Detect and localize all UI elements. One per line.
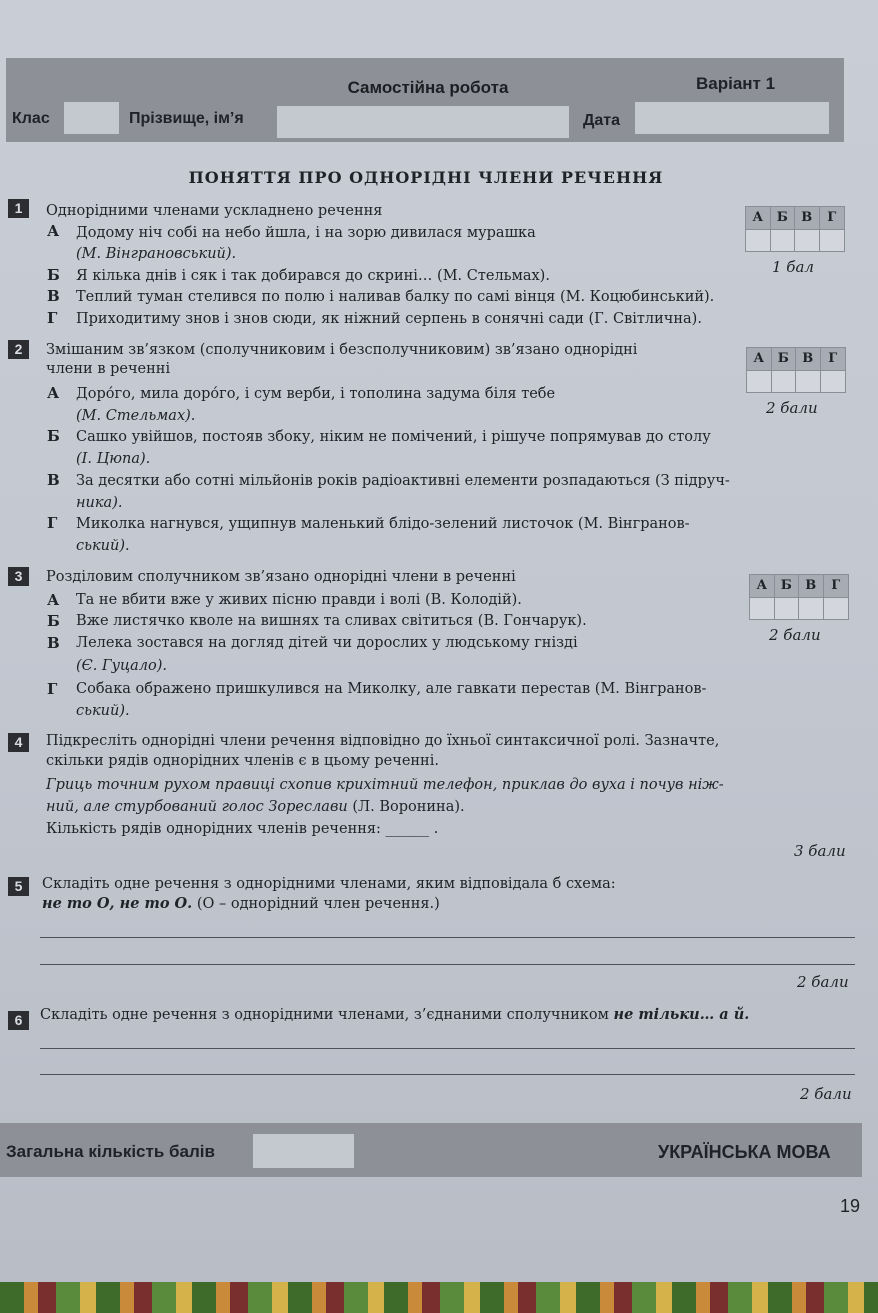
conjunction: не тільки… а й. [613,1006,750,1023]
question-text-part: Складіть одне речення з однорідними членами, з’єднаними сполучником [40,1007,614,1023]
name-field[interactable] [277,106,569,138]
example-sentence-part: ний, але стурбований голос Зореслави [46,799,348,815]
option-text: ський). [76,703,130,719]
option-text: (І. Цюпа). [76,451,151,467]
question-text: Однорідними членами ускладнено речення [46,203,383,219]
answer-grid-header: Б [772,348,797,370]
class-field[interactable] [64,102,119,134]
answer-grid-header: А [746,207,771,229]
work-title: Самостійна робота [347,78,509,97]
answer-grid-header: А [750,575,775,597]
question-number: 4 [8,733,29,752]
total-score-label: Загальна кількість балів [6,1142,215,1161]
answer-line[interactable] [40,1048,855,1049]
answer-grid [749,574,849,620]
option-text: Доро́го, мила доро́го, і сум верби, і тополина задума біля тебе [76,386,556,402]
score-label: 3 бали [794,842,846,860]
answer-grid-header: Г [824,575,848,597]
option-letter: В [47,471,60,489]
answer-grid-header: В [796,348,821,370]
option-text: Приходитиму знов і знов сюди, як ніжний серпень в сонячні сади (Г. Світлична). [76,311,702,327]
question-text: Складіть одне речення з однорідними членами, яким відповідала б схема: [42,876,616,892]
option-letter: А [47,591,60,609]
option-text: ський). [76,538,130,554]
option-text: ника). [76,495,123,511]
option-text: (М. Вінграновський). [76,246,237,262]
total-score-field[interactable] [253,1134,354,1168]
question-text: Підкресліть однорідні члени речення відповідно до їхньої синтаксичної ролі. Зазначте, [46,733,720,749]
answer-cell[interactable] [750,597,775,619]
background-fabric [0,1282,878,1313]
answer-cell[interactable] [824,597,848,619]
option-text: (Є. Гуцало). [76,658,167,674]
answer-line[interactable] [40,937,855,938]
option-letter: В [47,634,60,652]
answer-grid-header: Г [821,348,845,370]
option-letter: А [47,222,60,240]
question-number: 2 [8,340,29,359]
page-number: 19 [840,1196,861,1216]
answer-grid-header: Б [775,575,800,597]
score-label: 2 бали [797,973,849,991]
answer-grid [745,206,845,252]
option-text: Додому ніч собі на небо йшла, і на зорю дивилася мурашка [76,225,536,241]
scheme-note: (О – однорідний член речення.) [192,896,440,912]
option-letter: Б [47,266,60,284]
answer-grid [746,347,846,393]
option-letter: В [47,287,60,305]
question-text [40,1004,749,1026]
option-letter: Г [47,680,58,698]
header-band [6,58,844,142]
option-text: За десятки або сотні мільйонів років радіоактивні елементи розпадаються (З підруч- [76,473,730,489]
scheme-line [42,893,440,915]
answer-cell[interactable] [746,229,771,251]
answer-cell[interactable] [820,229,844,251]
option-text: Та не вбити вже у живих пісню правди і волі (В. Колодій). [76,592,522,608]
question-text: скільки рядів однорідних членів є в цьому реченні. [46,753,439,769]
question-number: 5 [8,877,29,896]
answer-grid-header: Г [820,207,844,229]
option-text: Собака ображено пришкулився на Миколку, але гавкати перестав (М. Вінгранов- [76,681,707,697]
answer-grid-header: Б [771,207,796,229]
option-letter: Б [47,612,60,630]
answer-cell[interactable] [771,229,796,251]
answer-cell[interactable] [799,597,824,619]
option-text: Сашко увійшов, постояв збоку, ніким не помічений, і рішуче попрямував до столу [76,429,711,445]
example-sentence [46,796,465,818]
page-title: ПОНЯТТЯ ПРО ОДНОРІДНІ ЧЛЕНИ РЕЧЕННЯ [188,168,664,187]
answer-grid-header: В [795,207,820,229]
question-number: 3 [8,567,29,586]
option-text: (М. Стельмах). [76,408,196,424]
name-label: Прізвище, ім’я [129,110,244,127]
option-letter: Г [47,309,58,327]
answer-grid-header: А [747,348,772,370]
score-label: 2 бали [800,1085,852,1103]
score-label: 2 бали [766,399,818,417]
count-prompt[interactable]: Кількість рядів однорідних членів речення: ______ . [46,821,439,837]
answer-cell[interactable] [795,229,820,251]
scheme: не то О, не то О. [42,895,193,912]
question-text: члени в реченні [46,361,171,377]
option-text: Лелека зостався на догляд дітей чи дорослих у людському гнізді [76,635,578,651]
example-sentence-author: (Л. Воронина). [347,799,465,815]
answer-line[interactable] [40,1074,855,1075]
date-label: Дата [583,112,621,129]
option-text: Миколка нагнувся, ущипнув маленький блідо-зелений листочок (М. Вінгранов- [76,516,690,532]
answer-cell[interactable] [772,370,797,392]
date-field[interactable] [635,102,829,134]
option-letter: Б [47,427,60,445]
answer-line[interactable] [40,964,855,965]
score-label: 2 бали [769,626,821,644]
question-text: Розділовим сполучником зв’язано однорідні члени в реченні [46,569,516,585]
answer-cell[interactable] [796,370,821,392]
option-text: Вже листячко кволе на вишнях та сливах світиться (В. Гончарук). [76,613,587,629]
class-label: Клас [12,110,50,127]
option-text: Я кілька днів і сяк і так добирався до скрині… (М. Стельмах). [76,268,550,284]
option-letter: Г [47,514,58,532]
answer-grid-header: В [799,575,824,597]
variant-label: Варіант 1 [696,74,776,93]
example-sentence: Гриць точним рухом правиці схопив крихітний телефон, приклав до вуха і почув ніж- [46,777,724,793]
question-number: 6 [8,1011,29,1030]
option-letter: А [47,384,60,402]
question-number: 1 [8,199,29,218]
answer-cell[interactable] [775,597,800,619]
subject-label: УКРАЇНСЬКА МОВА [658,1142,831,1162]
option-text: Теплий туман стелився по полю і наливав балку по самі вінця (М. Коцюбинський). [76,289,715,305]
question-text: Змішаним зв’язком (сполучниковим і безсполучниковим) зв’язано однорідні [46,342,638,358]
answer-cell[interactable] [821,370,845,392]
answer-cell[interactable] [747,370,772,392]
score-label: 1 бал [772,258,814,276]
